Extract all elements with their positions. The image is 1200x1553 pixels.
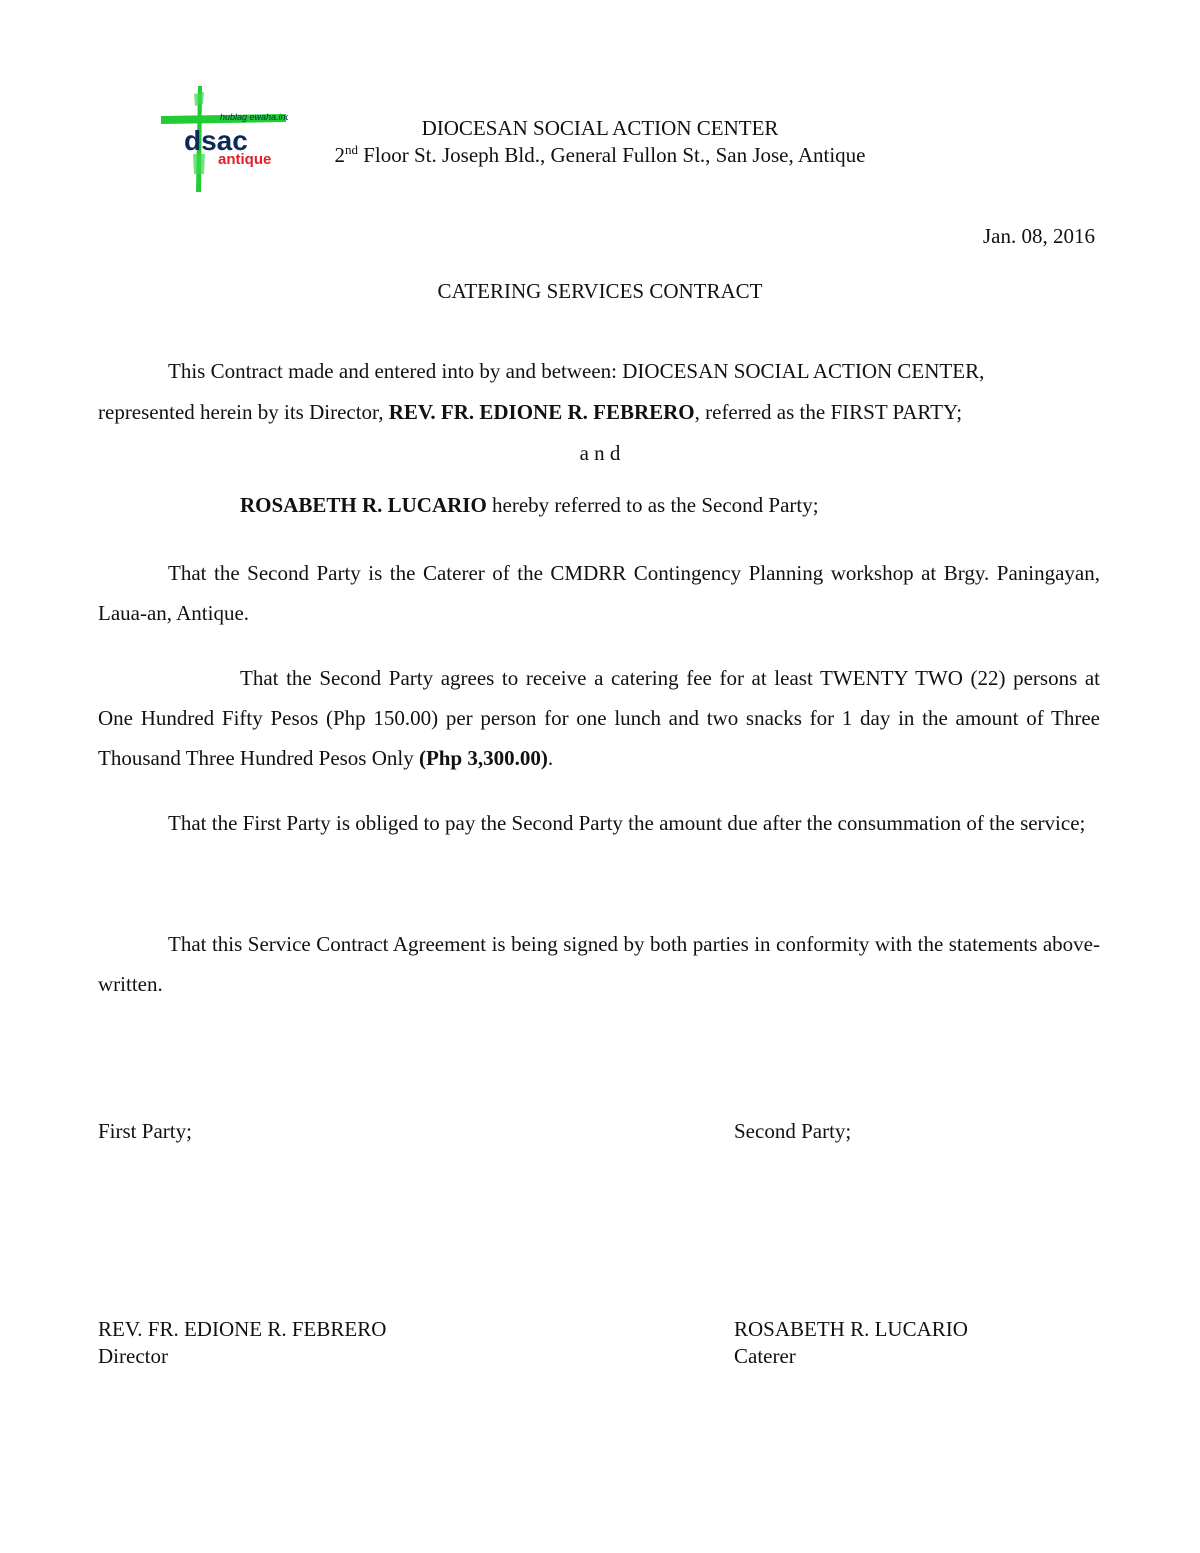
second-party-text: hereby referred to as the Second Party; (486, 493, 819, 517)
paragraph-conformity: That this Service Contract Agreement is being signed by both parties in conformity with the statements above-written. (98, 932, 1100, 996)
intro-pre: represented herein by its Director, (98, 400, 389, 424)
fee-text: That the Second Party agrees to receive a catering fee for at least TWENTY TWO (22) persons at One Hundred Fifty Pesos (Php 150.00) per person for one lunch and two snacks for 1 day in the amount of Three Thousand Three Hundred Pesos Only (98, 666, 1100, 770)
floor-superscript: nd (344, 142, 358, 157)
contract-date: Jan. 08, 2016 (983, 224, 1095, 248)
intro-line-1: This Contract made and entered into by and between: DIOCESAN SOCIAL ACTION CENTER, (168, 359, 985, 383)
second-party-name: ROSABETH R. LUCARIO (734, 1317, 968, 1341)
caterer-name: ROSABETH R. LUCARIO (240, 493, 487, 517)
second-party-title: Caterer (734, 1344, 796, 1368)
first-party-name: REV. FR. EDIONE R. FEBRERO (98, 1317, 387, 1341)
second-party-line (240, 493, 819, 518)
cross-logo-graphic (158, 84, 288, 194)
first-party-title: Director (98, 1344, 168, 1368)
fee-amount: (Php 3,300.00) (418, 746, 548, 770)
logo-text: dsac (184, 125, 248, 156)
dsac-logo (158, 84, 288, 194)
floor-number: 2 (334, 143, 345, 167)
logo-subtext: antique (218, 151, 272, 168)
and-text: a n d (579, 441, 621, 465)
fee-end: . (547, 746, 554, 770)
logo-tagline: hublag ewaha.inc (220, 112, 288, 122)
intro-post: , referred as the FIRST PARTY; (694, 400, 963, 424)
paragraph-payment: That the First Party is obliged to pay the Second Party the amount due after the consummation of the service; (168, 811, 1086, 835)
paragraph-fee (98, 658, 1100, 778)
director-name: REV. FR. EDIONE R. FEBRERO (388, 400, 695, 424)
paragraph-caterer: That the Second Party is the Caterer of the CMDRR Contingency Planning workshop at Brgy. Paningayan, Laua-an, Antique. (98, 561, 1100, 625)
address-text: Floor St. Joseph Bld., General Fullon St., San Jose, Antique (357, 143, 866, 167)
org-address (300, 143, 900, 168)
contract-title: CATERING SERVICES CONTRACT (437, 279, 763, 303)
org-name: DIOCESAN SOCIAL ACTION CENTER (421, 116, 779, 140)
intro-line-2 (98, 400, 962, 425)
first-party-label: First Party; (98, 1119, 192, 1143)
second-party-label: Second Party; (734, 1119, 852, 1143)
